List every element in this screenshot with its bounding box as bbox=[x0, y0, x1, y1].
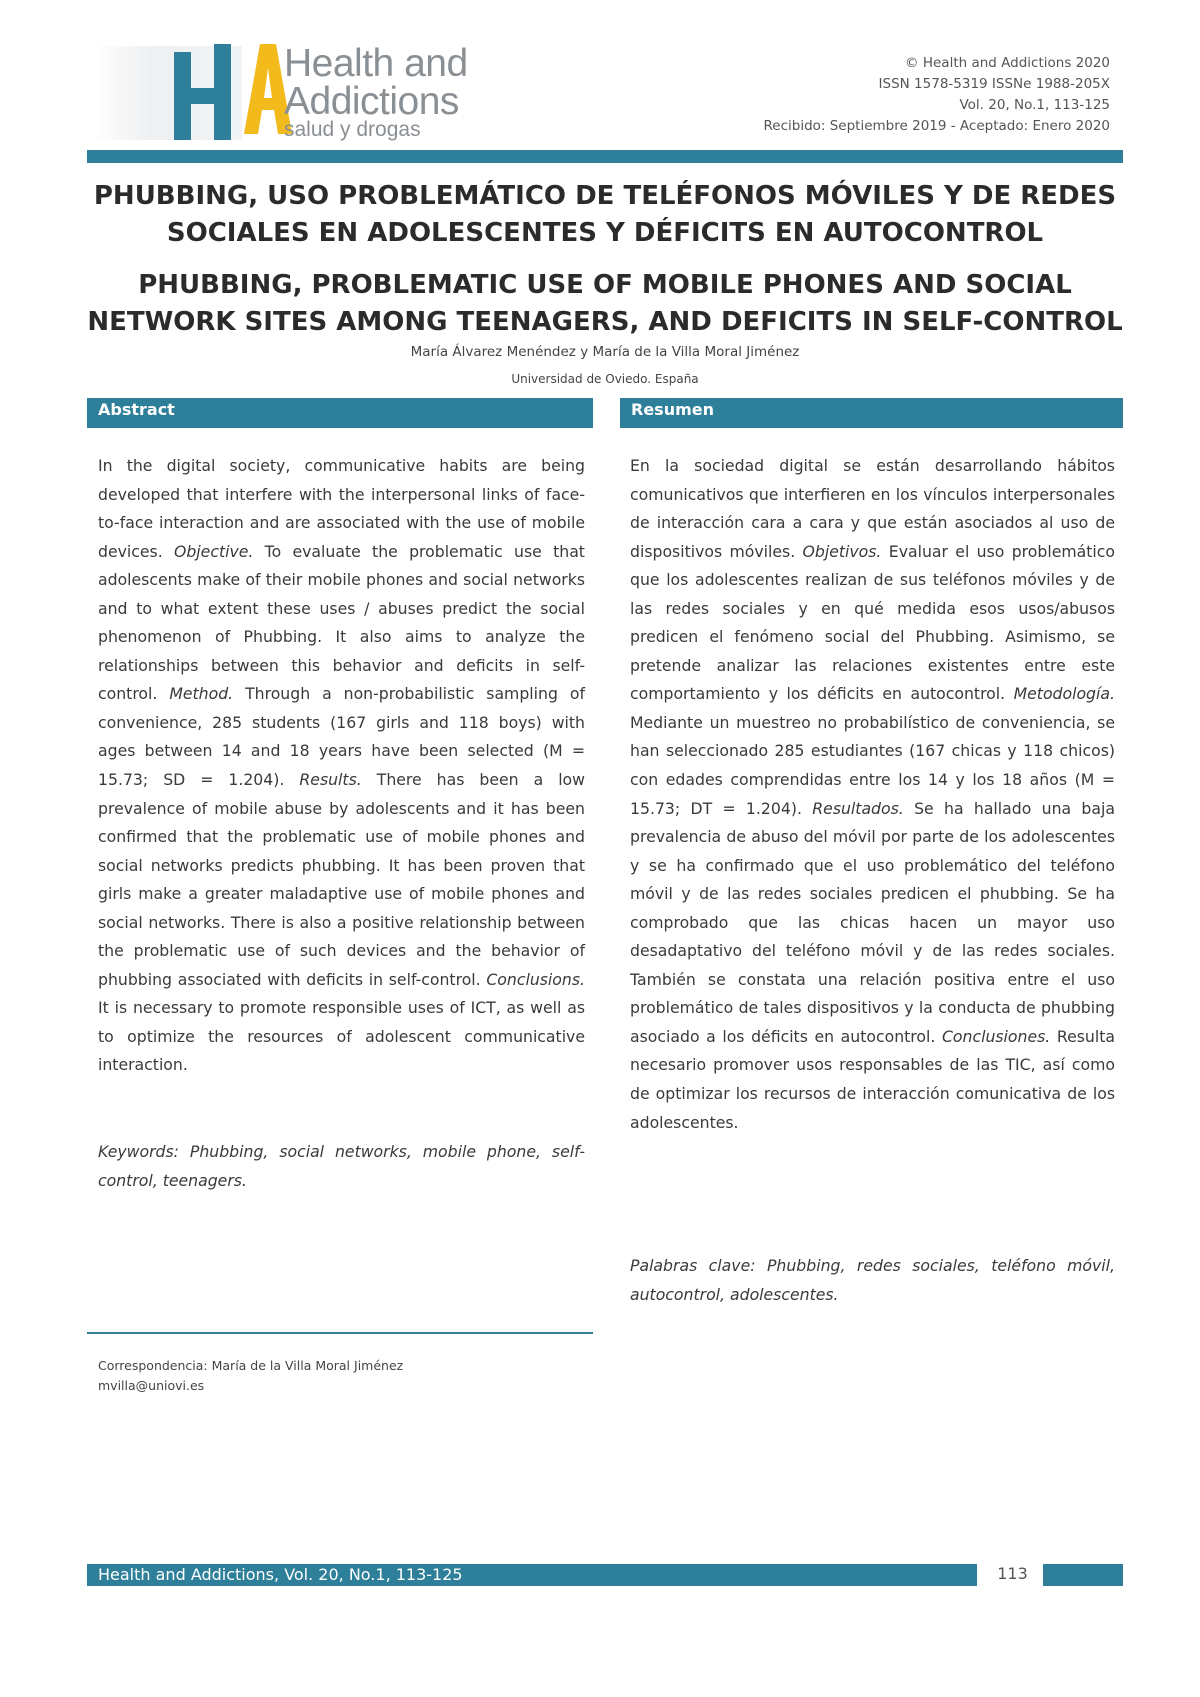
resumen-body bbox=[630, 452, 1115, 1137]
correspondence-author: Correspondencia: María de la Villa Moral Jiménez bbox=[98, 1358, 404, 1373]
conclusiones-text: Resulta necesario promover usos responsables de las TIC, así como de optimizar los recursos de interacción comunicativa de los adolescentes. bbox=[630, 1026, 1115, 1132]
abstract-body bbox=[98, 452, 585, 1080]
keywords-text: Keywords: Phubbing, social networks, mobile phone, self-control, teenagers. bbox=[98, 1142, 585, 1190]
issn: ISSN 1578-5319 ISSNe 1988-205X bbox=[878, 76, 1110, 92]
journal-logo bbox=[92, 44, 472, 144]
metodologia-text: Mediante un muestreo no probabilístico de conveniencia, se han seleccionado 285 estudiantes (167 chicas y 118 chicos) con edades comprendidas entre los 14 y los 18 años (M = 15.73; DT = 1.204). bbox=[630, 712, 1115, 818]
received-accepted: Recibido: Septiembre 2019 - Aceptado: Enero 2020 bbox=[763, 118, 1110, 134]
resultados-label: Resultados. bbox=[812, 798, 904, 818]
objetivos-text: Evaluar el uso problemático que los adolescentes realizan de sus teléfonos móviles y de las redes sociales y en qué medida esos usos/abusos predicen el fenómeno social del Phubbing. Asimismo, se pretende analizar las relaciones existentes entre este comportamiento y los déficits en autocontrol. bbox=[630, 541, 1115, 704]
palabras-clave-text: Palabras clave: Phubbing, redes sociales, teléfono móvil, autocontrol, adolescentes. bbox=[630, 1256, 1115, 1304]
journal-meta bbox=[764, 53, 1111, 137]
footnote-divider bbox=[87, 1332, 593, 1334]
objetivos-label: Objetivos. bbox=[802, 541, 882, 561]
title-spanish bbox=[87, 178, 1123, 252]
logo-name-line1: Health and bbox=[284, 42, 468, 85]
results-text: There has been a low prevalence of mobile abuse by adolescents and it has been confirmed that the problematic use of mobile phones and social networks predicts phubbing. It has been proven that girls make a greater maladaptive use of mobile phones and social networks. There is also a positive relationship between the problematic use of such devices and the behavior of phubbing associated with deficits in self-control. bbox=[98, 770, 585, 989]
palabras-clave bbox=[630, 1252, 1115, 1309]
method-label: Method. bbox=[169, 684, 234, 704]
keywords bbox=[98, 1138, 585, 1195]
conclusions-text: It is necessary to promote responsible uses of ICT, as well as to optimize the resources of adolescent communicative interaction. bbox=[98, 998, 585, 1075]
correspondence-email[interactable]: mvilla@uniovi.es bbox=[98, 1378, 205, 1393]
logo-tagline: salud y drogas bbox=[284, 118, 421, 141]
objective-label: Objective. bbox=[174, 541, 254, 561]
footer-bar-right bbox=[1043, 1564, 1123, 1586]
results-label: Results. bbox=[299, 770, 362, 790]
resumen-heading: Resumen bbox=[620, 398, 1123, 428]
title-spanish-line1: PHUBBING, USO PROBLEMÁTICO DE TELÉFONOS MÓVILES Y DE REDES bbox=[93, 181, 1117, 211]
title-english-line1: PHUBBING, PROBLEMATIC USE OF MOBILE PHONES AND SOCIAL bbox=[138, 270, 1072, 300]
copyright: © Health and Addictions 2020 bbox=[905, 55, 1110, 71]
objective-text: To evaluate the problematic use that adolescents make of their mobile phones and social networks and to what extent these uses / abuses predict the social phenomenon of Phubbing. It also aims to analyze the relationships between this behavior and deficits in self-control. bbox=[98, 541, 585, 704]
volume: Vol. 20, No.1, 113-125 bbox=[959, 97, 1110, 113]
logo-h-mark bbox=[174, 44, 236, 142]
page-number: 113 bbox=[997, 1564, 1028, 1583]
abstract-heading: Abstract bbox=[87, 398, 593, 428]
footer-journal: Health and Addictions, Vol. 20, No.1, 113-125 bbox=[87, 1564, 977, 1586]
authors: María Álvarez Menéndez y María de la Villa Moral Jiménez bbox=[410, 344, 800, 360]
conclusions-label: Conclusions. bbox=[486, 969, 585, 989]
resultados-text: Se ha hallado una baja prevalencia de abuso del móvil por parte de los adolescentes y se ha confirmado que el uso problemático del teléfono móvil y de las redes sociales predicen el phubbing. Se ha comprobado que las chicas hacen un mayor uso desadaptativo del teléfono móvil y de las redes sociales. También se constata una relación positiva entre el uso problemático de tales dispositivos y la conducta de phubbing asociado a los déficits en autocontrol. bbox=[630, 798, 1115, 1046]
metodologia-label: Metodología. bbox=[1013, 684, 1115, 704]
abstract-intro: In the digital society, communicative habits are being developed that interfere with the interpersonal links of face-to-face interaction and are associated with the use of mobile devices. bbox=[98, 456, 585, 561]
method-text: Through a non-probabilistic sampling of convenience, 285 students (167 girls and 118 boys) with ages between 14 and 18 years have been selected (M = 15.73; SD = 1.204). bbox=[98, 684, 585, 790]
logo-name-line2: Addictions bbox=[284, 80, 459, 123]
affiliation: Universidad de Oviedo. España bbox=[511, 372, 699, 386]
resumen-intro: En la sociedad digital se están desarrollando hábitos comunicativos que interfieren en los vínculos interpersonales de interacción cara a cara y que están asociados al uso de dispositivos móviles. bbox=[630, 456, 1115, 561]
header-divider bbox=[87, 150, 1123, 163]
title-english bbox=[87, 267, 1123, 341]
title-english-line2: NETWORK SITES AMONG TEENAGERS, AND DEFICITS IN SELF-CONTROL bbox=[87, 307, 1123, 337]
conclusiones-label: Conclusiones. bbox=[941, 1026, 1051, 1046]
title-spanish-line2: SOCIALES EN ADOLESCENTES Y DÉFICITS EN AUTOCONTROL bbox=[166, 218, 1044, 248]
correspondence bbox=[98, 1356, 403, 1396]
